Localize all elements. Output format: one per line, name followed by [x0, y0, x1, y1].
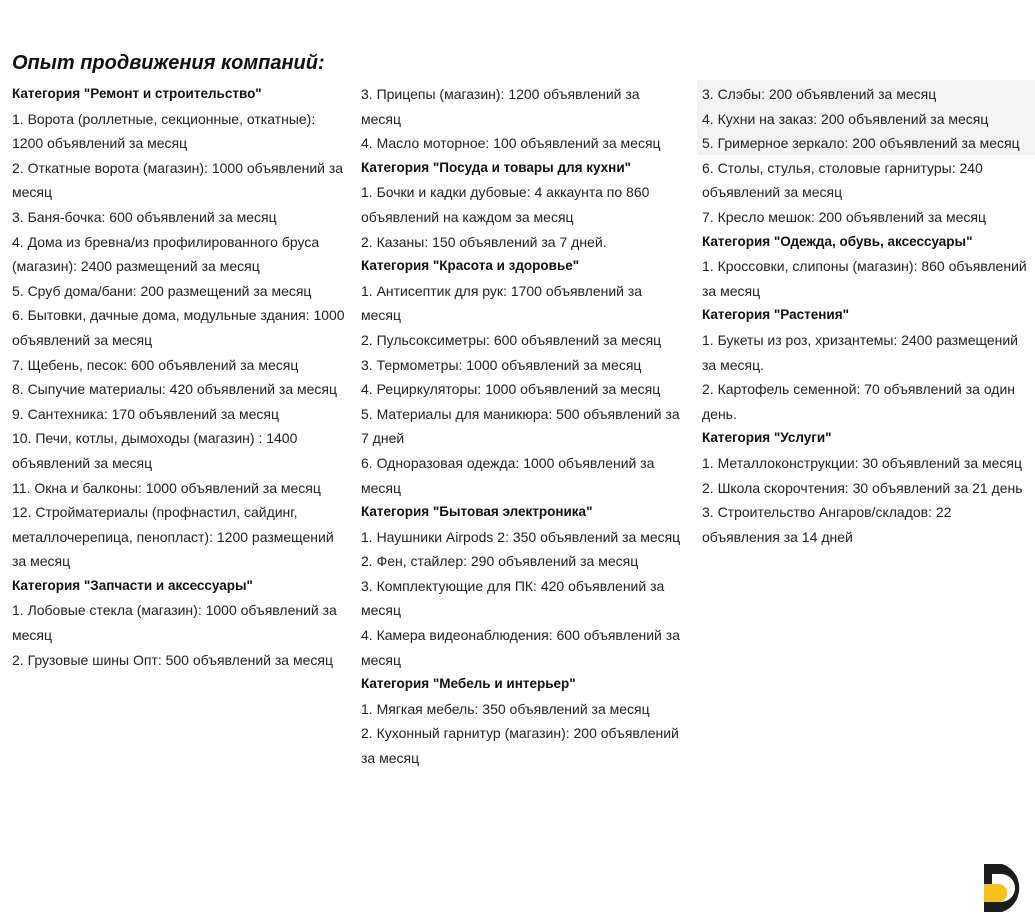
- list-item: 12. Стройматериалы (профнастил, сайдинг, металлочерепица, пенопласт): 1200 размещений за месяц: [12, 504, 334, 570]
- list-item: 1. Антисептик для рук: 1700 объявлений за месяц: [361, 282, 643, 324]
- list-item: 1. Кроссовки, слипоны (магазин): 860 объявлений за месяц: [702, 258, 1027, 299]
- category-heading: Категория "Запчасти и аксессуары": [12, 577, 253, 593]
- list-item: 4. Дома из бревна/из профилированного бруса (магазин): 2400 размещений за месяц: [12, 233, 320, 275]
- list-item: 7. Кресло мешок: 200 объявлений за месяц: [702, 208, 986, 225]
- list-item: 3. Слэбы: 200 объявлений за месяц: [702, 86, 937, 102]
- list-item: 4. Кухни на заказ: 200 объявлений за месяц: [702, 110, 989, 127]
- column-3: [702, 82, 1032, 549]
- list-item: 1. Лобовые стекла (магазин): 1000 объявлений за месяц: [12, 602, 337, 644]
- list-item: 1. Наушники Airpods 2: 350 объявлений за месяц: [361, 528, 681, 545]
- list-item: 4. Камера видеонаблюдения: 600 объявлений за месяц: [361, 627, 680, 668]
- list-item: 11. Окна и балконы: 1000 объявлений за месяц: [12, 479, 321, 496]
- list-item: 7. Щебень, песок: 600 объявлений за месяц: [12, 356, 299, 373]
- category-heading: Категория "Растения": [702, 307, 849, 323]
- list-item: 2. Кухонный гарнитур (магазин): 200 объявлений за месяц: [361, 725, 679, 767]
- column-1: [12, 82, 348, 672]
- list-item: 4. Масло моторное: 100 объявлений за месяц: [361, 135, 661, 152]
- list-item: 6. Одноразовая одежда: 1000 объявлений за месяц: [361, 454, 655, 496]
- list-item: 3. Баня-бочка: 600 объявлений за месяц: [12, 208, 277, 225]
- list-item: 3. Прицепы (магазин): 1200 объявлений за месяц: [361, 86, 640, 127]
- list-item: 1. Ворота (роллетные, секционные, откатные): 1200 объявлений за месяц: [12, 110, 316, 152]
- list-item: 1. Букеты из роз, хризантемы: 2400 размещений за месяц.: [702, 331, 1019, 373]
- list-item: 2. Школа скорочтения: 30 объявлений за 21 день: [702, 479, 1023, 496]
- category-heading: Категория "Ремонт и строительство": [12, 86, 262, 101]
- list-item: 2. Грузовые шины Опт: 500 объявлений за месяц: [12, 651, 333, 668]
- list-item: 2. Откатные ворота (магазин): 1000 объявлений за месяц: [12, 159, 344, 201]
- list-item: 5. Материалы для маникюра: 500 объявлений за 7 дней: [361, 405, 680, 447]
- brand-logo-accent-shape: [984, 884, 1007, 902]
- list-item: 3. Комплектующие для ПК: 420 объявлений за месяц: [361, 577, 665, 619]
- category-heading: Категория "Одежда, обувь, аксессуары": [702, 233, 973, 249]
- list-item: 2. Фен, стайлер: 290 объявлений за месяц: [361, 553, 639, 570]
- list-item: 8. Сыпучие материалы: 420 объявлений за месяц: [12, 381, 338, 398]
- list-item: 5. Сруб дома/бани: 200 размещений за месяц: [12, 282, 312, 299]
- category-heading: Категория "Красота и здоровье": [361, 258, 580, 274]
- list-item: 3. Термометры: 1000 объявлений за месяц: [361, 356, 642, 373]
- category-heading: Категория "Мебель и интерьер": [361, 676, 576, 692]
- category-heading: Категория "Посуда и товары для кухни": [361, 159, 632, 175]
- page-title: Опыт продвижения компаний:: [12, 52, 325, 74]
- brand-logo-icon: [980, 862, 1030, 914]
- list-item: 9. Сантехника: 170 объявлений за месяц: [12, 405, 279, 422]
- list-item: 1. Мягкая мебель: 350 объявлений за месяц: [361, 700, 650, 717]
- category-heading: Категория "Услуги": [702, 430, 832, 446]
- list-item: 5. Гримерное зеркало: 200 объявлений за месяц: [702, 135, 1020, 152]
- column-2: [361, 82, 683, 771]
- list-item: 2. Картофель семенной: 70 объявлений за один день.: [702, 381, 1016, 422]
- list-item: 4. Рециркуляторы: 1000 объявлений за месяц: [361, 381, 661, 398]
- list-item: 6. Бытовки, дачные дома, модульные здания: 1000 объявлений за месяц: [12, 307, 345, 348]
- list-item: 1. Металлоконструкции: 30 объявлений за месяц: [702, 454, 1023, 471]
- list-item: 6. Столы, стулья, столовые гарнитуры: 240 объявлений за месяц: [702, 159, 983, 201]
- list-item: 1. Бочки и кадки дубовые: 4 аккаунта по 860 объявлений на каждом за месяц: [361, 184, 650, 225]
- list-item: 2. Пульсоксиметры: 600 объявлений за месяц: [361, 331, 662, 348]
- list-item: 2. Казаны: 150 объявлений за 7 дней.: [361, 233, 607, 250]
- list-item: 10. Печи, котлы, дымоходы (магазин) : 1400 объявлений за месяц: [12, 430, 298, 471]
- list-item: 3. Строительство Ангаров/складов: 22 объявления за 14 дней: [702, 504, 952, 545]
- category-heading: Категория "Бытовая электроника": [361, 504, 593, 520]
